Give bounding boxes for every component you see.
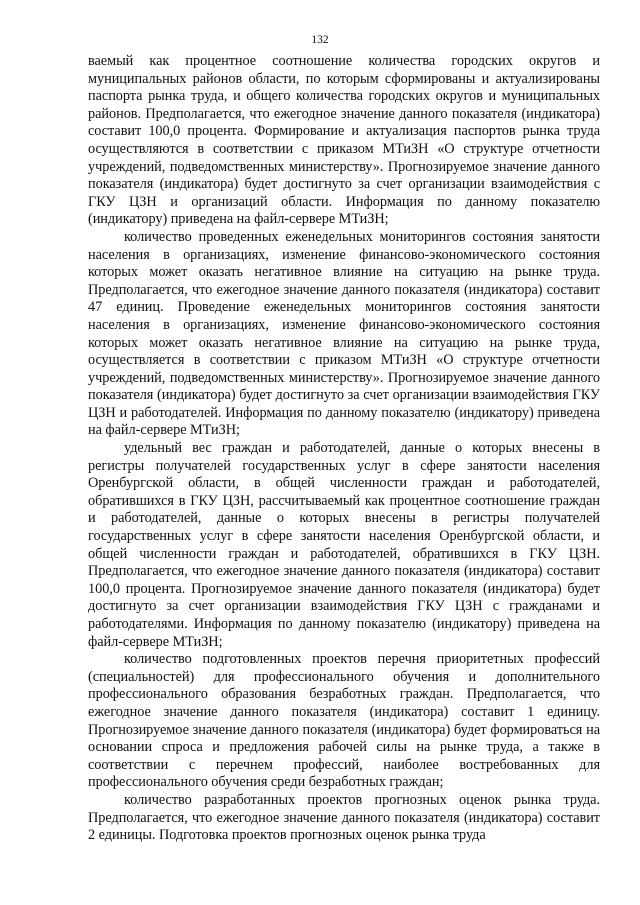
document-body [88,53,600,845]
paragraph-monitoring: количество проведенных еженедельных мониторингов состояния занятости населения в организациях, изменение финансово-экономического состояния которых может оказать негативное влияние на ситуацию на рынке труда. Предполагается, что ежегодное значение данного показателя (индикатора) составит 47 единиц. Проведение еженедельных мониторингов состояния занятости населения в организациях, изменение финансово-экономического состояния которых может оказать негативное влияние на ситуацию на рынке труда, осуществляется в соответствии с приказом МТиЗН «О структуре отчетности учреждений, подведомственных министерству». Прогнозируемое значение данного показателя (индикатора) будет достигнуто за счет организации взаимодействия ГКУ ЦЗН и работодателей. Информация по данному показателю (индикатору) приведена на файл-сервере МТиЗН; [88,228,600,439]
paragraph-forecast-estimates: количество разработанных проектов прогнозных оценок рынка труда. Предполагается, что ежегодное значение данного показателя (индикатора) составит 2 единицы. Подготовка проектов прогнозных оценок рынка труда [88,791,600,844]
paragraph-registry-share: удельный вес граждан и работодателей, данные о которых внесены в регистры получателей государственных услуг в сфере занятости населения Оренбургской области, в общей численности граждан и работодателей, обратившихся в ГКУ ЦЗН, рассчитываемый как процентное соотношение граждан и работодателей, данные о которых внесены в регистры получателей государственных услуг в сфере занятости населения Оренбургской области, и общей численности граждан и работодателей, обратившихся в ГКУ ЦЗН. Предполагается, что ежегодное значение данного показателя (индикатора) составит 100,0 процента. Прогнозируемое значение данного показателя (индикатора) будет достигнуто за счет организации взаимодействия ГКУ ЦЗН с гражданами и работодателями. Информация по данному показателю (индикатору) приведена на файл-сервере МТиЗН; [88,440,600,650]
page-number: 132 [311,34,329,46]
paragraph-continuation: ваемый как процентное соотношение количества городских округов и муниципальных районов области, по которым сформированы и актуализированы паспорта рынка труда, и общего количества городских округов и муниципальных районов. Предполагается, что ежегодное значение данного показателя (индикатора) составит 100,0 процента. Формирование и актуализация паспортов рынка труда осуществляются в соответствии с приказом МТиЗН «О структуре отчетности учреждений, подведомственных министерству». Прогнозируемое значение данного показателя (индикатора) будет достигнуто за счет организации взаимодействия с ГКУ ЦЗН и организаций области. Информация по данному показателю (индикатору) приведена на файл-сервере МТиЗН; [88,53,600,228]
paragraph-priority-professions: количество подготовленных проектов перечня приоритетных профессий (специальностей) для профессионального обучения и дополнительного профессионального образования безработных граждан. Предполагается, что ежегодное значение данного показателя (индикатора) составит 1 единицу. Прогнозируемое значение данного показателя (индикатора) будет формироваться на основании спроса и предложения рабочей силы на рынке труда, а также в соответствии с перечнем профессий, наиболее востребованных для профессионального обучения среди безработных граждан; [88,651,600,791]
